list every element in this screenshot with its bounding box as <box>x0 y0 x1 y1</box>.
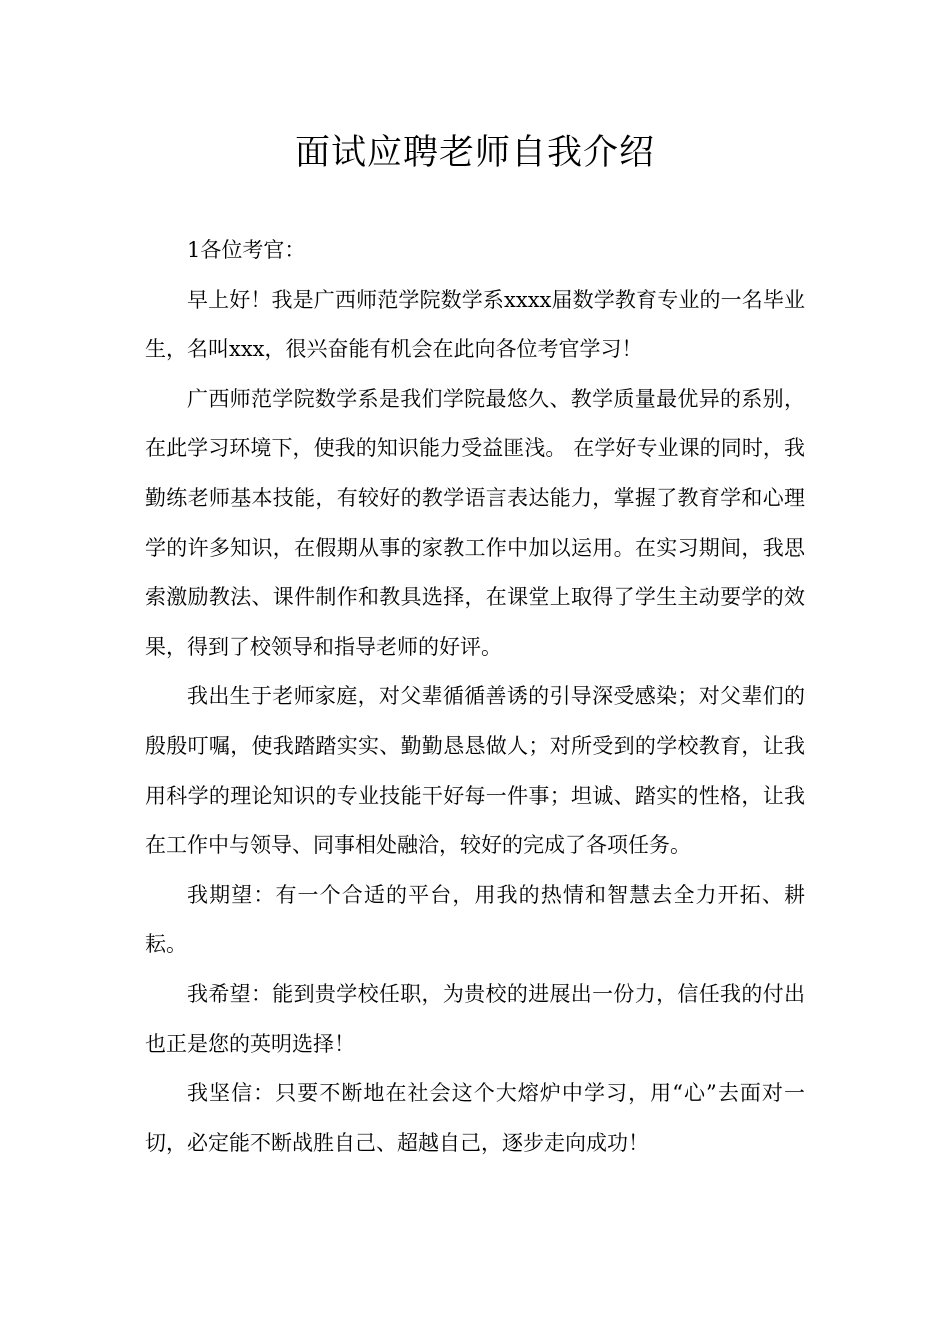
paragraph-hope: 我希望：能到贵学校任职，为贵校的进展出一份力，信任我的付出也正是您的英明选择！ <box>145 981 805 1056</box>
document-title: 面试应聘老师自我介绍 <box>294 133 655 173</box>
paragraph-belief: 我坚信：只要不断地在社会这个大熔炉中学习，用“心”去面对一切，必定能不断战胜自己、超越自己，逐步走向成功！ <box>145 1081 805 1155</box>
paragraph-salutation: 1各位考官： <box>187 238 306 262</box>
document-body <box>145 226 805 1168</box>
paragraph-family: 我出生于老师家庭，对父辈循循善诱的引导深受感染；对父辈们的殷殷叮嘱，使我踏踏实实、勤勤恳恳做人；对所受到的学校教育，让我用科学的理论知识的专业技能干好每一件事；坦诚、踏实的性格，让我在工作中与领导、同事相处融洽，较好的完成了各项任务。 <box>145 684 805 858</box>
paragraph-greeting: 早上好！我是广西师范学院数学系xxxx届数学教育专业的一名毕业生，名叫xxx，很兴奋能有机会在此向各位考官学习！ <box>145 287 805 362</box>
paragraph-education: 广西师范学院数学系是我们学院最悠久、教学质量最优异的系别，在此学习环境下，使我的知识能力受益匪浅。 在学好专业课的同时，我勤练老师基本技能，有较好的教学语言表达能力，掌握了教育学和心理学的许多知识，在假期从事的家教工作中加以运用。在实习期间，我思索激励教法、课件制作和教具选择，在课堂上取得了学生主动要学的效果，得到了校领导和指导老师的好评。 <box>145 386 805 659</box>
paragraph-expectation: 我期望：有一个合适的平台，用我的热情和智慧去全力开拓、耕耘。 <box>145 882 805 957</box>
